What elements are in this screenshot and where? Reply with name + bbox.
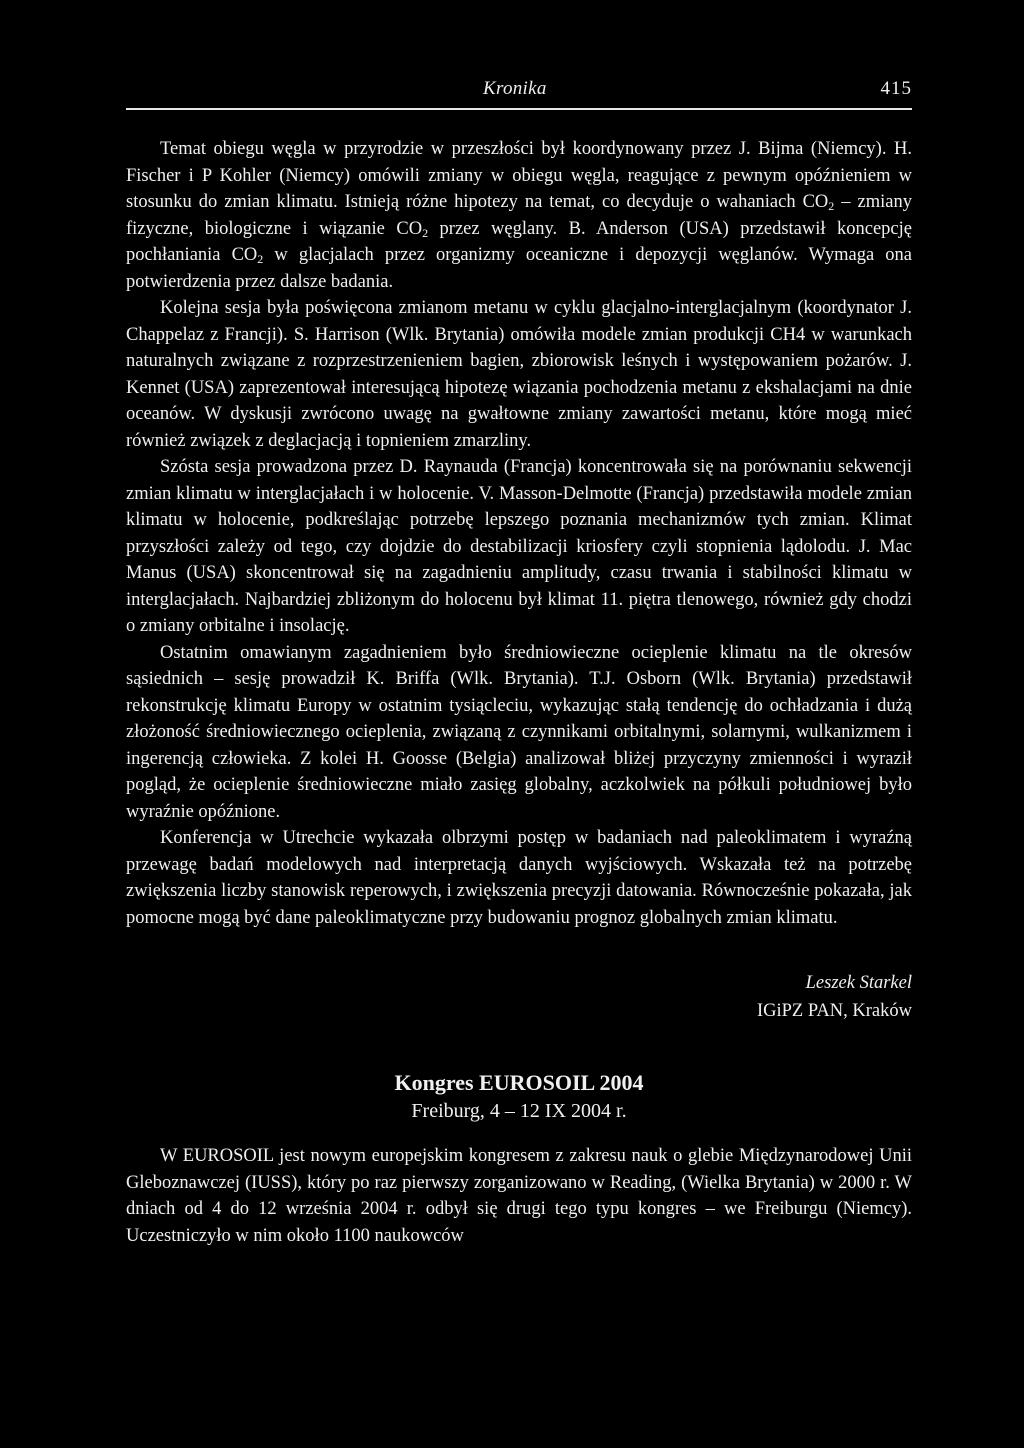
paragraph-medieval-warming: Ostatnim omawianym zagadnieniem było średniowieczne ocieplenie klimatu na tle okresów sąsiednich – sesję prowadził K. Briffa (Wlk. Brytania). T.J. Osborn (Wlk. Brytania) przedstawił rekonstrukcję klimatu Europy w ostatnim tysiącleciu, wykazując stałą tendencję do ochładzania i dużą złożoność średniowiecznego ocieplenia, związaną z czynnikami orbitalnymi, solarnymi, wulkanizmem i ingerencją człowieka. Z kolei H. Goosse (Belgia) analizował bliżej przyczyny zmienności i wyraził pogląd, że ocieplenie średniowieczne miało zasięg globalny, aczkolwiek na półkuli południowej było wyraźnie opóźnione. — [126, 642, 912, 822]
section-heading: Kongres EUROSOIL 2004 — [394, 1070, 644, 1095]
section-subtitle: Freiburg, 4 – 12 IX 2004 r. — [411, 1100, 627, 1122]
paragraph-conclusion: Konferencja w Utrechcie wykazała olbrzymi postęp w badaniach nad paleoklimatem i wyraźną przewagę badań modelowych nad interpretacją danych wyjściowych. Wskazała też na potrzebę zwiększenia liczby stanowisk reperowych, i zwiększenia precyzji datowania. Równocześnie pokazała, jak pomocne mogą być dane paleoklimatyczne przy budowaniu prognoz globalnych zmian klimatu. — [126, 828, 912, 928]
author-signature — [126, 969, 912, 1025]
page-header — [126, 74, 912, 110]
paragraph-methane-session: Kolejna sesja była poświęcona zmianom metanu w cyklu glacjalno-interglacjalnym (koordynator J. Chappelaz z Francji). S. Harrison (Wlk. Brytania) omówiła modele zmian produkcji CH4 w warunkach naturalnych związane z rozprzestrzenieniem bagien, zbiorowisk leśnych i występowaniem pożarów. J. Kennet (USA) zaprezentował interesującą hipotezę wiązania pochodzenia metanu z ekshalacjami na dnie oceanów. W dyskusji zwrócono uwagę na gwałtowne zmiany zawartości metanu, które mogą mieć również związek z deglacjacją i topnieniem zmarzliny. — [126, 298, 912, 451]
article-body — [126, 136, 912, 1249]
paragraph-carbon-cycle: Temat obiegu węgla w przyrodzie w przeszłości był koordynowany przez J. Bijma (Niemcy). H. Fischer i P Kohler (Niemcy) omówili zmiany w obiegu węgla, reagujące z pewnym opóźnieniem w stosunku do zmian klimatu. Istnieją różne hipotezy na temat, co decyduje o wahaniach $CO_2$ – zmiany fizyczne, biologiczne i wiązanie $CO_2$ przez węglany. B. Anderson (USA) przedstawił koncepcję pochłaniania $CO_2$ w glacjalach przez organizmy oceaniczne i depozycji węglanów. Wymaga ona potwierdzenia przez dalsze badania. — [126, 139, 912, 292]
paragraph-sixth-session: Szósta sesja prowadzona przez D. Raynauda (Francja) koncentrowała się na porównaniu sekwencji zmian klimatu w interglacjałach i w holocenie. V. Masson-Delmotte (Francja) przedstawiła modele zmian klimatu w holocenie, podkreślając potrzebę lepszego poznania mechanizmów tych zmian. Klimat przyszłości zależy od tego, czy dojdzie do destabilizacji kriosfery czyli stopnienia lądolodu. J. Mac Manus (USA) skoncentrował się na zagadnieniu amplitudy, czasu trwania i stabilności klimatu w interglacjałach. Najbardziej zbliżonym do holocenu był klimat 11. piętra tlenowego, również gdy chodzi o zmiany orbitalne i insolację. — [126, 457, 912, 636]
running-title: Kronika — [483, 78, 547, 99]
page-number: 415 — [880, 78, 912, 99]
author-name: Leszek Starkel — [805, 973, 912, 993]
author-affiliation: IGiPZ PAN, Kraków — [756, 1001, 912, 1021]
paragraph-eurosoil: W EUROSOIL jest nowym europejskim kongresem z zakresu nauk o glebie Międzynarodowej Unii Gleboznawczej (IUSS), który po raz pierwszy zorganizowano w Reading, (Wielka Brytania) w 2000 r. W dniach od 4 do 12 września 2004 r. odbył się drugi tego typu kongres – we Freiburgu (Niemcy). Uczestniczyło w nim około 1100 naukowców — [126, 1146, 912, 1246]
